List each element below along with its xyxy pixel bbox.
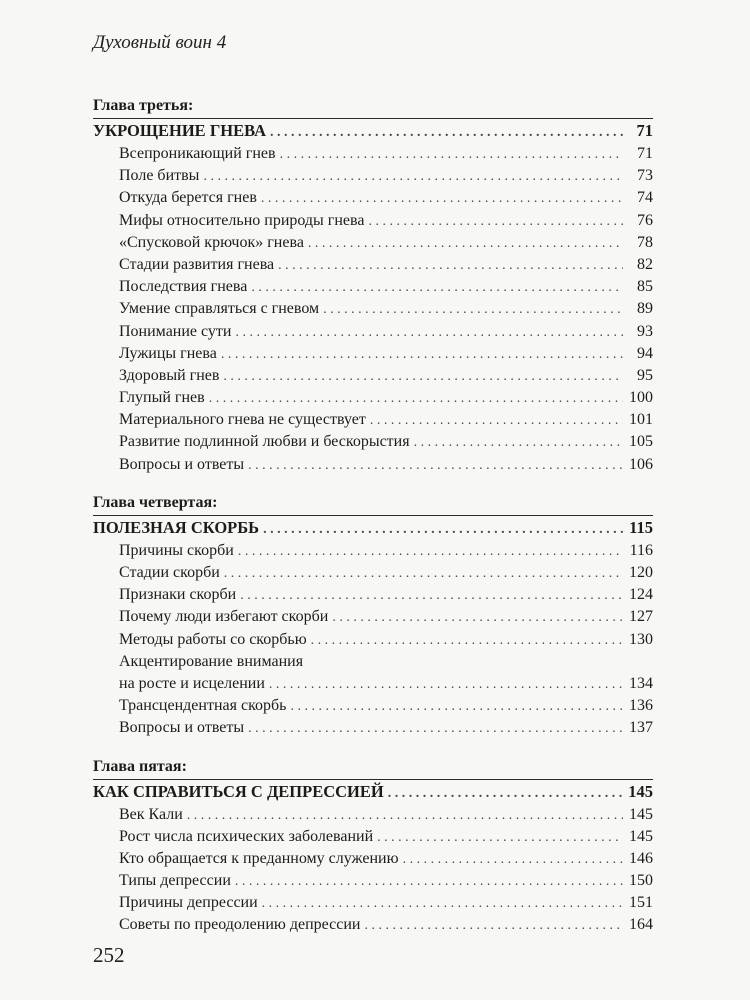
dot-leader	[223, 366, 623, 388]
dot-leader	[270, 121, 623, 145]
chapter-title: ПОЛЕЗНАЯ СКОРБЬ	[93, 517, 260, 537]
page-ref: 124	[629, 586, 653, 604]
entry-title: Вопросы и ответы	[119, 719, 245, 737]
dot-leader	[248, 718, 623, 740]
toc-entry[interactable]	[93, 232, 653, 254]
dot-leader	[388, 782, 623, 806]
chapter-3	[93, 96, 653, 476]
dot-leader	[311, 630, 623, 652]
dot-leader	[280, 144, 623, 166]
entry-title: Трансцендентная скорбь	[119, 697, 287, 715]
page-ref: 120	[629, 564, 653, 581]
entry-title: Умение справляться с гневом	[119, 300, 320, 318]
toc-entry[interactable]	[93, 584, 653, 606]
chapter-label: Глава третья:	[93, 97, 194, 114]
toc-entry-first-line[interactable]	[93, 651, 653, 673]
dot-leader	[203, 166, 623, 188]
toc-entry[interactable]	[93, 914, 653, 936]
entry-title: Причины депрессии	[119, 894, 258, 912]
page-ref: 145	[628, 781, 653, 801]
entry-title: Откуда берется гнев	[119, 189, 257, 207]
dot-leader	[221, 344, 623, 366]
toc-entry[interactable]	[93, 454, 653, 476]
page-ref: 85	[637, 278, 653, 296]
toc-entry[interactable]	[93, 870, 653, 892]
dot-leader	[403, 849, 623, 871]
entry-title: Лужицы гнева	[119, 344, 217, 362]
entry-title: Советы по преодолению депрессии	[119, 916, 361, 934]
page-ref: 105	[629, 433, 653, 451]
toc-entry[interactable]	[93, 629, 653, 651]
toc-entry[interactable]	[93, 387, 653, 409]
page-number: 252	[93, 943, 125, 967]
entry-title: на росте и исцелении	[119, 674, 265, 692]
toc-entry[interactable]	[93, 409, 653, 431]
page-ref: 164	[629, 916, 653, 934]
dot-leader	[263, 518, 623, 542]
toc-entry[interactable]	[93, 321, 653, 343]
chapter-heading[interactable]	[93, 515, 653, 540]
entry-title: Почему люди избегают скорби	[119, 608, 329, 626]
page-ref: 71	[636, 121, 653, 140]
page-ref: 100	[629, 389, 653, 407]
page-ref: 134	[629, 674, 653, 692]
toc-entry[interactable]	[93, 143, 653, 165]
page-ref: 151	[629, 894, 653, 912]
chapter-4	[93, 493, 653, 740]
page-ref: 71	[637, 145, 653, 162]
dot-leader	[269, 674, 623, 696]
chapter-5	[93, 757, 653, 937]
toc-entry[interactable]	[93, 187, 653, 209]
chapter-label: Глава пятая:	[93, 757, 187, 775]
page-ref: 93	[637, 322, 653, 340]
entry-title: Акцентирование внимания	[119, 652, 304, 670]
dot-leader	[235, 322, 623, 344]
dot-leader	[414, 432, 623, 454]
entry-title: Материального гнева не существует	[119, 411, 366, 429]
toc-entry[interactable]	[93, 848, 653, 870]
entry-title: Стадии развития гнева	[119, 255, 275, 273]
toc-entry[interactable]	[93, 431, 653, 453]
entry-title: Понимание сути	[119, 322, 232, 340]
chapter-heading[interactable]	[93, 118, 653, 143]
toc-entry[interactable]	[93, 673, 653, 695]
entry-title: «Спусковой крючок» гнева	[119, 233, 304, 251]
running-head: Духовный воин 4	[93, 32, 227, 53]
toc-entry[interactable]	[93, 276, 653, 298]
entry-title: Кто обращается к преданному служению	[119, 849, 399, 867]
page-ref: 78	[637, 233, 653, 251]
entry-title: Всепроникающий гнев	[119, 145, 276, 162]
chapter-heading[interactable]	[93, 779, 653, 804]
page-ref: 150	[629, 872, 653, 890]
entry-title: Причины скорби	[119, 541, 234, 559]
page-ref: 95	[637, 366, 653, 384]
dot-leader	[262, 893, 623, 915]
page-ref: 89	[637, 300, 653, 318]
page-ref: 130	[629, 630, 653, 648]
dot-leader	[370, 410, 623, 432]
dot-leader	[209, 388, 623, 410]
page-ref: 74	[637, 189, 653, 207]
page-ref: 116	[629, 541, 653, 559]
page-ref: 73	[637, 167, 653, 185]
chapter-title: УКРОЩЕНИЕ ГНЕВА	[93, 121, 267, 140]
toc-entry[interactable]	[93, 695, 653, 717]
toc-entry[interactable]	[93, 892, 653, 914]
dot-leader	[187, 805, 623, 827]
entry-title: Глупый гнев	[119, 389, 205, 407]
dot-leader	[248, 455, 623, 477]
entry-title: Здоровый гнев	[119, 366, 220, 384]
page-ref: 101	[629, 411, 653, 429]
toc-entry[interactable]	[93, 210, 653, 232]
page-ref: 106	[629, 455, 653, 473]
dot-leader	[238, 541, 623, 563]
entry-title: Методы работы со скорбью	[119, 630, 307, 648]
dot-leader	[235, 871, 623, 893]
page-ref: 82	[637, 255, 653, 273]
dot-leader	[332, 607, 623, 629]
entry-title: Поле битвы	[119, 167, 200, 185]
page-ref: 145	[629, 805, 653, 823]
toc-entry[interactable]	[93, 343, 653, 365]
toc-entry[interactable]	[93, 804, 653, 826]
page-ref: 115	[629, 517, 653, 537]
entry-title: Развитие подлинной любви и бескорыстия	[119, 433, 410, 451]
entry-title: Век Кали	[119, 805, 183, 823]
toc-entry[interactable]	[93, 562, 653, 584]
entry-title: Признаки скорби	[119, 586, 237, 604]
chapter-title: КАК СПРАВИТЬСЯ С ДЕПРЕССИЕЙ	[93, 781, 384, 801]
toc-entry[interactable]	[93, 254, 653, 276]
dot-leader	[368, 211, 623, 233]
toc-entry[interactable]	[93, 606, 653, 628]
dot-leader	[224, 563, 623, 585]
page-ref: 145	[629, 827, 653, 845]
page-ref: 146	[629, 849, 653, 867]
toc-entry[interactable]	[93, 298, 653, 320]
entry-title: Мифы относительно природы гнева	[119, 211, 365, 229]
toc-entry[interactable]	[93, 540, 653, 562]
dot-leader	[261, 188, 623, 210]
entry-title: Рост числа психических заболеваний	[119, 827, 374, 845]
toc-entry[interactable]	[93, 717, 653, 739]
dot-leader	[240, 585, 623, 607]
entry-title: Типы депрессии	[119, 872, 231, 890]
page-ref: 136	[629, 697, 653, 715]
dot-leader	[278, 255, 623, 277]
entry-title: Последствия гнева	[119, 278, 248, 296]
entry-title: Вопросы и ответы	[119, 455, 245, 473]
page-ref: 94	[637, 344, 653, 362]
dot-leader	[377, 827, 623, 849]
dot-leader	[290, 696, 623, 718]
toc-entry[interactable]	[93, 165, 653, 187]
chapter-label: Глава четвертая:	[93, 493, 218, 511]
page-ref: 137	[629, 719, 653, 737]
dot-leader	[323, 299, 623, 321]
entry-title: Стадии скорби	[119, 564, 220, 581]
dot-leader	[364, 915, 623, 937]
table-of-contents	[93, 96, 653, 937]
toc-entry[interactable]	[93, 826, 653, 848]
page-ref: 76	[637, 211, 653, 229]
dot-leader	[308, 233, 623, 255]
dot-leader	[251, 277, 623, 299]
page-ref: 127	[629, 608, 653, 626]
toc-entry[interactable]	[93, 365, 653, 387]
